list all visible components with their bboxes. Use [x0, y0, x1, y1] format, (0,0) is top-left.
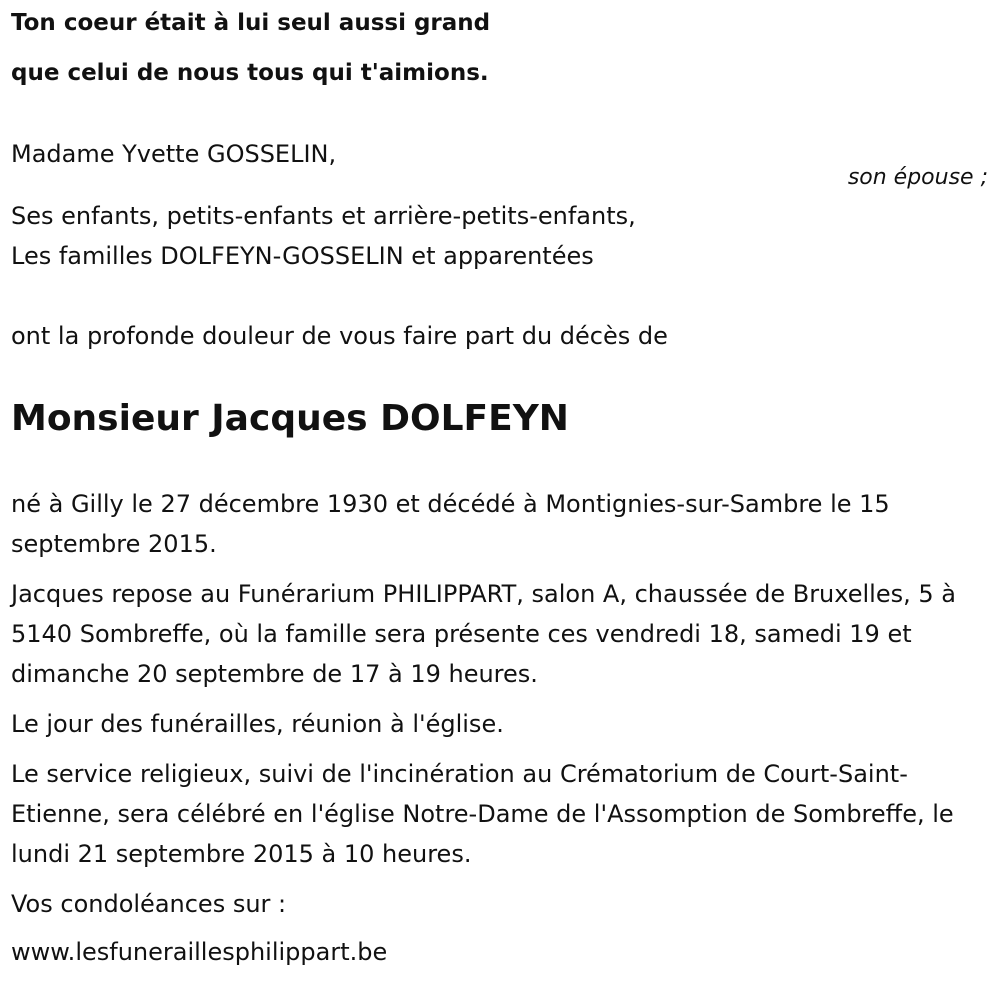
meeting-paragraph: Le jour des funérailles, réunion à l'église. — [11, 710, 504, 738]
deceased-name: Monsieur Jacques DOLFEYN — [11, 398, 569, 439]
widow-name: Madame Yvette GOSSELIN, — [11, 140, 337, 168]
children-line: Ses enfants, petits-enfants et arrière-petits-enfants, — [11, 202, 636, 230]
families-line: Les familles DOLFEYN-GOSSELIN et apparentées — [11, 242, 594, 270]
condolences-label: Vos condoléances sur : — [11, 890, 287, 918]
epigraph-line-1: Ton coeur était à lui seul aussi grand — [11, 10, 491, 36]
website-link[interactable]: www.lesfuneraillesphilippart.be — [11, 938, 388, 966]
birth-death-paragraph: né à Gilly le 27 décembre 1930 et décédé à Montignies-sur-Sambre le 15 septembre 2015. — [11, 490, 890, 558]
service-paragraph: Le service religieux, suivi de l'incinération au Crématorium de Court-Saint-Etienne, sera célébré en l'église Notre-Dame de l'Assomption de Sombreffe, le lundi 21 septembre 2015 à 10 heures. — [11, 760, 954, 868]
widow-role: son épouse ; — [847, 165, 988, 190]
repose-paragraph: Jacques repose au Funérarium PHILIPPART, salon A, chaussée de Bruxelles, 5 à 5140 Sombreffe, où la famille sera présente ces vendredi 18, samedi 19 et dimanche 20 septembre de 17 à 19 heures. — [11, 580, 956, 688]
announcement-text: ont la profonde douleur de vous faire part du décès de — [11, 322, 668, 350]
epigraph-line-2: que celui de nous tous qui t'aimions. — [11, 60, 489, 86]
